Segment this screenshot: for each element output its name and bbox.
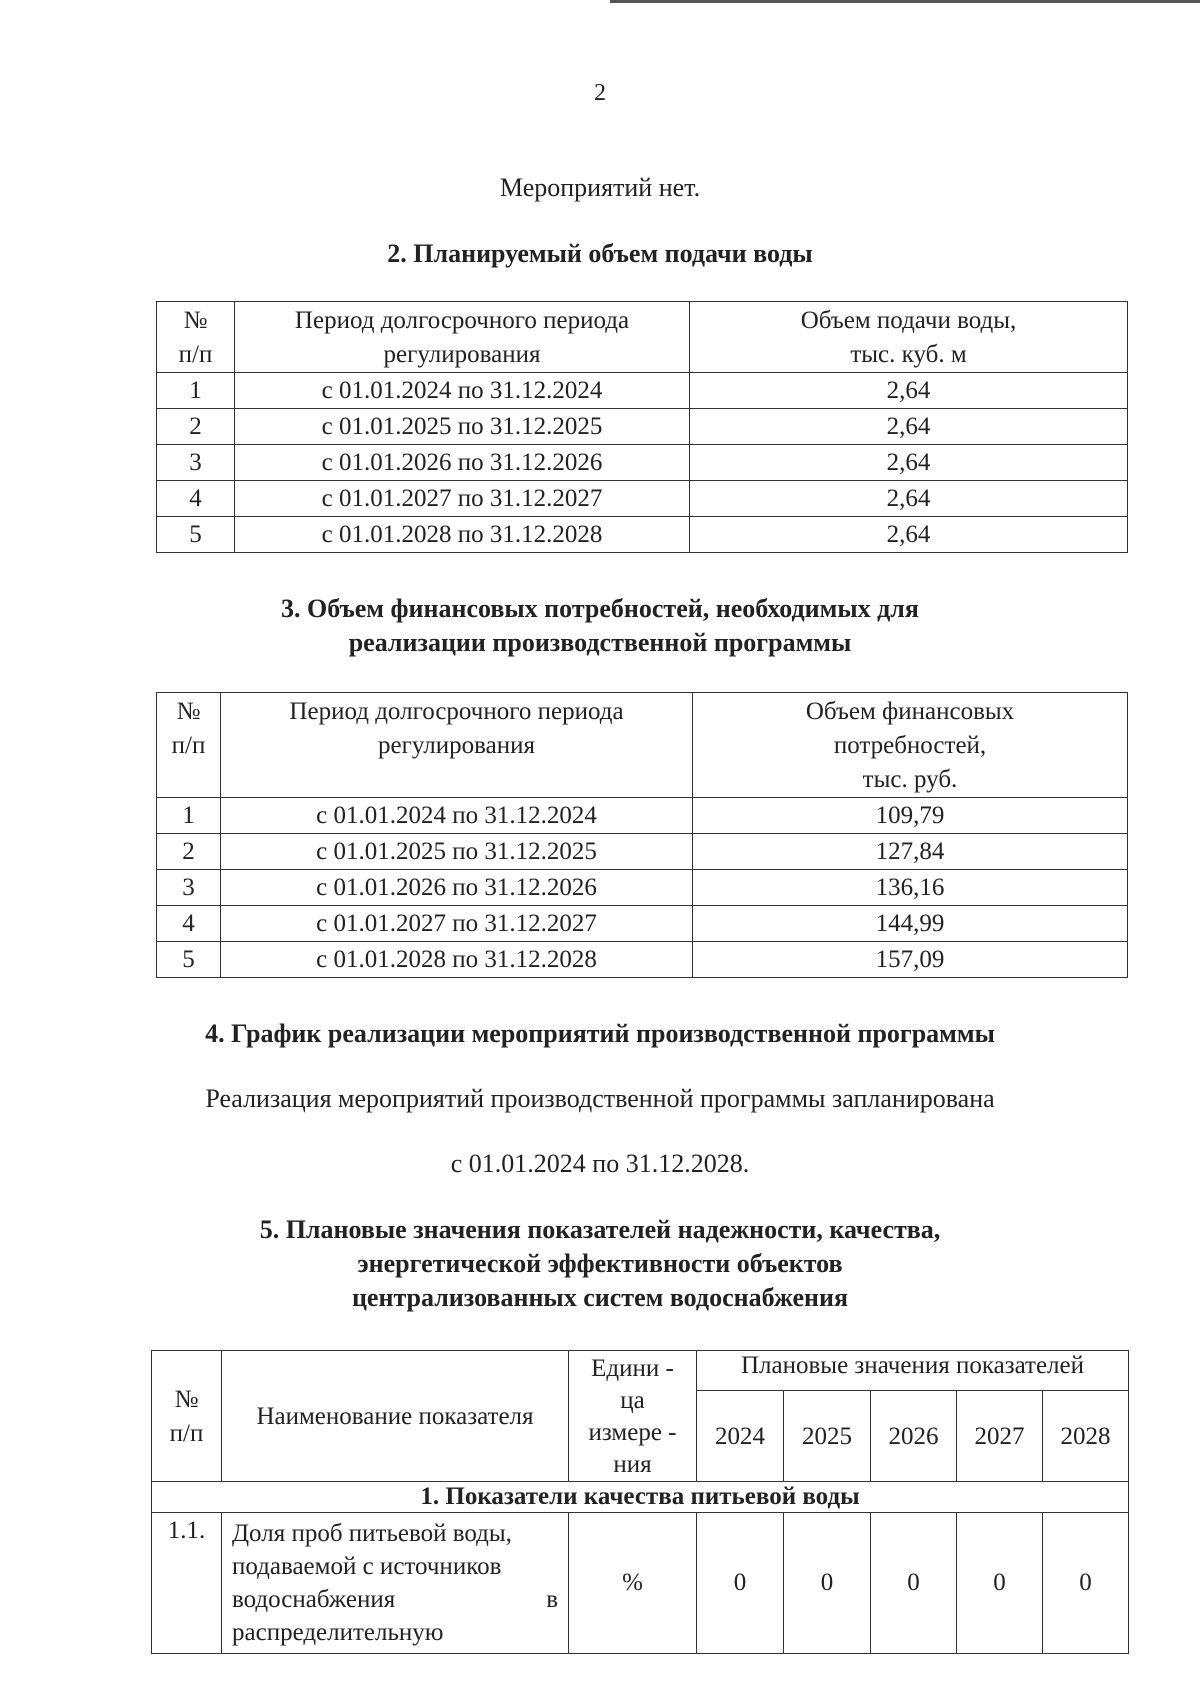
row-value: 0	[1043, 1513, 1129, 1654]
header-unit-line: ния	[613, 1451, 652, 1478]
row-value: 0	[697, 1513, 784, 1654]
section-5-title	[0, 1213, 1200, 1315]
header-year: 2027	[957, 1391, 1043, 1482]
section-3-title-line: реализации производственной программы	[348, 628, 852, 657]
planned-indicators-table	[151, 1350, 1129, 1654]
header-value	[693, 693, 1128, 798]
section-4-dates: с 01.01.2024 по 31.12.2028.	[450, 1149, 750, 1178]
header-period-line: регулирования	[383, 341, 541, 368]
header-period-line: Период долгосрочного периода	[294, 307, 630, 334]
row-value: 2,64	[690, 517, 1128, 553]
header-num	[157, 302, 235, 373]
row-period: с 01.01.2025 по 31.12.2025	[221, 834, 693, 870]
header-num-line: п/п	[169, 1420, 204, 1447]
section-4-text: Реализация мероприятий производственной программы запланирована	[205, 1084, 995, 1113]
table-row	[157, 906, 1128, 942]
row-value: 127,84	[693, 834, 1128, 870]
table-row	[157, 942, 1128, 978]
row-indicator-name	[222, 1513, 569, 1654]
row-value: 2,64	[690, 373, 1128, 409]
row-num: 2	[157, 409, 235, 445]
row-num: 1.1.	[152, 1513, 222, 1654]
row-period: с 01.01.2026 по 31.12.2026	[221, 870, 693, 906]
row-num: 5	[157, 942, 221, 978]
table-row	[157, 481, 1128, 517]
section-2-title: 2. Планируемый объем подачи воды	[387, 239, 813, 268]
table-row	[157, 517, 1128, 553]
row-period: с 01.01.2027 по 31.12.2027	[221, 906, 693, 942]
row-period: с 01.01.2027 по 31.12.2027	[235, 481, 690, 517]
table-header-row	[157, 302, 1128, 373]
row-num: 3	[157, 445, 235, 481]
header-value-line: Объем подачи воды,	[800, 307, 1017, 334]
page-number: 2	[594, 80, 606, 106]
indicator-name-line: распределительную	[232, 1619, 444, 1646]
header-year: 2024	[697, 1391, 784, 1482]
row-num: 3	[157, 870, 221, 906]
header-num-line: п/п	[171, 732, 206, 759]
header-period-line: регулирования	[378, 732, 535, 759]
indicator-name-line: водоснабжения в	[232, 1586, 558, 1613]
row-period: с 01.01.2025 по 31.12.2025	[235, 409, 690, 445]
row-value: 2,64	[690, 445, 1128, 481]
header-value	[690, 302, 1128, 373]
row-value: 2,64	[690, 481, 1128, 517]
row-value: 109,79	[693, 798, 1128, 834]
header-indicator-name: Наименование показателя	[222, 1351, 569, 1482]
scan-edge	[610, 0, 1200, 3]
table-row	[157, 798, 1128, 834]
table-row	[157, 373, 1128, 409]
row-period: с 01.01.2024 по 31.12.2024	[221, 798, 693, 834]
header-value-line: тыс. руб.	[862, 766, 958, 793]
group-title: 1. Показатели качества питьевой воды	[152, 1482, 1129, 1513]
row-num: 4	[157, 906, 221, 942]
header-year: 2025	[784, 1391, 871, 1482]
header-year: 2026	[871, 1391, 957, 1482]
header-year: 2028	[1043, 1391, 1129, 1482]
row-num: 1	[157, 798, 221, 834]
header-num	[152, 1351, 222, 1482]
header-period	[235, 302, 690, 373]
row-num: 4	[157, 481, 235, 517]
table-row	[157, 870, 1128, 906]
header-num-line: №	[183, 307, 208, 334]
section-5-title-line: централизованных систем водоснабжения	[351, 1283, 849, 1312]
header-num-line: №	[176, 698, 201, 725]
header-num-line: №	[174, 1386, 199, 1413]
row-value: 136,16	[693, 870, 1128, 906]
row-unit: %	[569, 1513, 697, 1654]
table-row	[157, 445, 1128, 481]
table-header-row	[157, 693, 1128, 798]
header-num-line: п/п	[178, 341, 213, 368]
row-period: с 01.01.2026 по 31.12.2026	[235, 445, 690, 481]
intro-text: Мероприятий нет.	[499, 173, 701, 202]
header-period	[221, 693, 693, 798]
row-value: 0	[957, 1513, 1043, 1654]
indicator-name-line: подаваемой с источников	[232, 1553, 502, 1580]
row-num: 2	[157, 834, 221, 870]
financial-needs-table	[156, 692, 1128, 978]
section-5-title-line: 5. Плановые значения показателей надежности, качества,	[259, 1215, 941, 1244]
header-value-line: тыс. куб. м	[850, 341, 967, 368]
row-period: с 01.01.2024 по 31.12.2024	[235, 373, 690, 409]
row-period: с 01.01.2028 по 31.12.2028	[221, 942, 693, 978]
header-planned-values: Плановые значения показателей	[697, 1351, 1129, 1391]
header-unit-line: измере -	[588, 1419, 677, 1446]
header-num	[157, 693, 221, 798]
row-value: 0	[871, 1513, 957, 1654]
table-row	[152, 1513, 1129, 1654]
header-period-line: Период долгосрочного периода	[289, 698, 624, 725]
row-value: 0	[784, 1513, 871, 1654]
row-num: 5	[157, 517, 235, 553]
section-5-title-line: энергетической эффективности объектов	[357, 1249, 843, 1278]
section-3-title-line: 3. Объем финансовых потребностей, необходимых для	[281, 594, 919, 623]
section-3-title	[0, 592, 1200, 660]
row-value: 144,99	[693, 906, 1128, 942]
header-unit-line: Едини -	[591, 1355, 674, 1382]
header-value-line: потребностей,	[833, 732, 987, 759]
section-4-title: 4. График реализации мероприятий производственной программы	[205, 1019, 995, 1048]
row-value: 2,64	[690, 409, 1128, 445]
table-group-row	[152, 1482, 1129, 1513]
header-value-line: Объем финансовых	[805, 698, 1015, 725]
table-header-row	[152, 1351, 1129, 1391]
indicator-name-line: Доля проб питьевой воды,	[232, 1520, 512, 1547]
row-period: с 01.01.2028 по 31.12.2028	[235, 517, 690, 553]
row-value: 157,09	[693, 942, 1128, 978]
water-volume-table	[156, 301, 1128, 553]
header-unit	[569, 1351, 697, 1482]
row-num: 1	[157, 373, 235, 409]
table-row	[157, 409, 1128, 445]
header-unit-line: ца	[620, 1387, 645, 1414]
table-row	[157, 834, 1128, 870]
